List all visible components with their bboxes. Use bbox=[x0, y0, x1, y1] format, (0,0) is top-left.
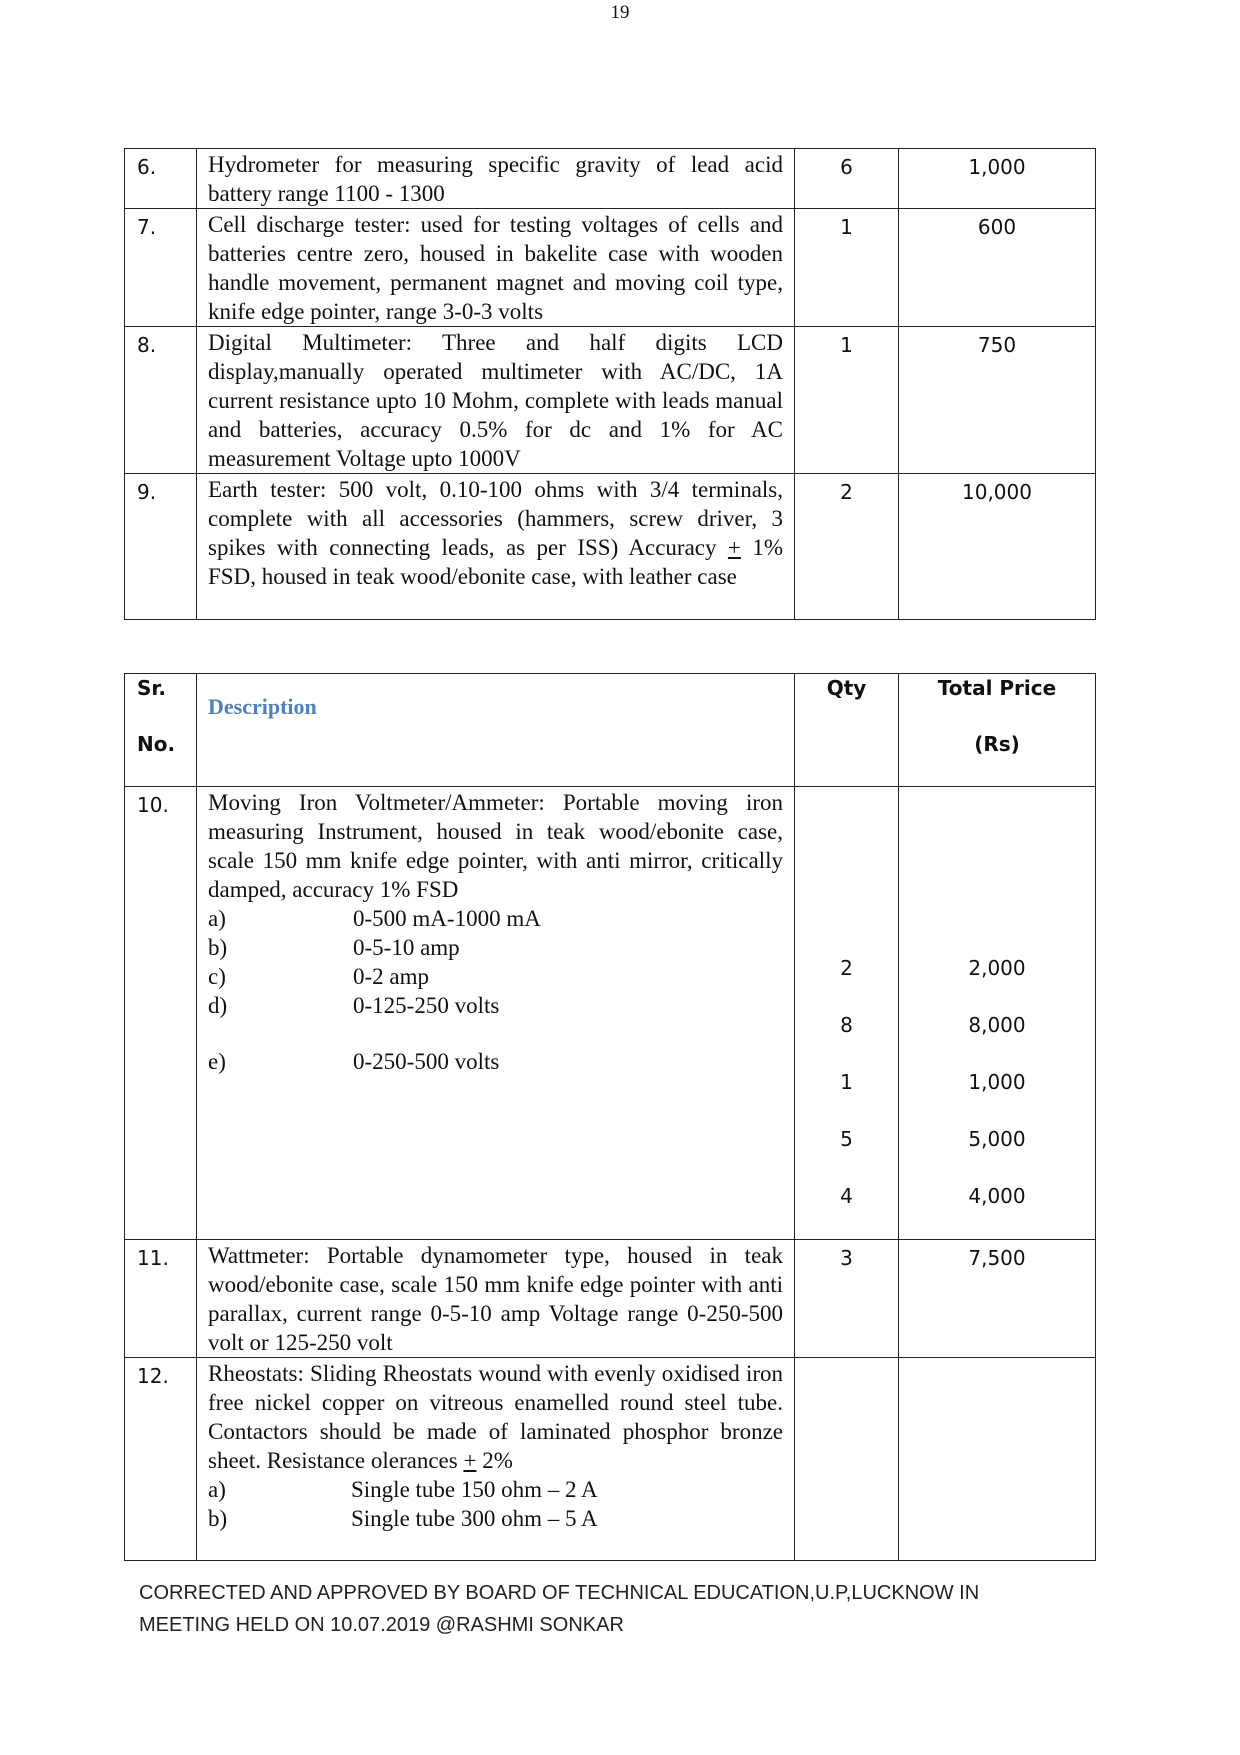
sub-item-price: 2,000 bbox=[968, 956, 1026, 980]
sub-item: c) 0-2 amp bbox=[208, 964, 430, 989]
description-text: Moving Iron Voltmeter/Ammeter: Portable moving iron measuring Instrument, housed in teak wood/ebonite case, scale 150 mm knife edge pointer, with anti mirror, critically damped, accuracy 1% FSD bbox=[208, 790, 783, 902]
header-total-price-label: Total Price bbox=[937, 676, 1057, 700]
page-number: 19 bbox=[610, 2, 630, 23]
item-price: 600 bbox=[899, 209, 1096, 327]
plus-minus-symbol: + bbox=[727, 535, 741, 560]
sr-no: 6. bbox=[125, 149, 197, 209]
plus-minus-symbol: + bbox=[463, 1448, 477, 1473]
item-price bbox=[899, 787, 1096, 1240]
sr-no: 12. bbox=[125, 1358, 197, 1561]
description-text: 1% FSD, housed in teak wood/ebonite case, with leather case bbox=[208, 535, 783, 589]
sub-item: a) 0-500 mA-1000 mA bbox=[208, 906, 541, 931]
header-currency-label: (Rs) bbox=[974, 732, 1020, 756]
item-qty: 6 bbox=[795, 149, 899, 209]
footer-line: CORRECTED AND APPROVED BY BOARD OF TECHNICAL EDUCATION,U.P,LUCKNOW IN bbox=[139, 1582, 980, 1604]
sub-item: a) Single tube 150 ohm – 2 A bbox=[208, 1477, 598, 1502]
sub-item: b) 0-5-10 amp bbox=[208, 935, 460, 960]
table-row bbox=[125, 209, 1096, 327]
table-row bbox=[125, 327, 1096, 474]
table-row bbox=[125, 149, 1096, 209]
sr-no: 8. bbox=[125, 327, 197, 474]
item-qty: 1 bbox=[795, 209, 899, 327]
sub-item: b) Single tube 300 ohm – 5 A bbox=[208, 1506, 598, 1531]
header-qty: Qty bbox=[795, 674, 899, 787]
sub-item: d) 0-125-250 volts bbox=[208, 993, 500, 1018]
description-text: Earth tester: 500 volt, 0.10-100 ohms with 3/4 terminals, complete with all accessories (hammers, screw driver, 3 spikes with connecting leads, as per ISS) Accuracy bbox=[208, 477, 783, 560]
sub-item-qty: 4 bbox=[840, 1184, 853, 1208]
table-header-row bbox=[125, 674, 1096, 787]
sub-item-price: 4,000 bbox=[968, 1184, 1026, 1208]
sub-item-price: 5,000 bbox=[968, 1127, 1026, 1151]
table-row bbox=[125, 1358, 1096, 1561]
item-price: 10,000 bbox=[899, 474, 1096, 620]
table-row bbox=[125, 787, 1096, 1240]
item-description bbox=[197, 1358, 795, 1561]
item-qty bbox=[795, 787, 899, 1240]
sr-no: 11. bbox=[125, 1240, 197, 1358]
header-total-price bbox=[899, 674, 1096, 787]
header-sr-no bbox=[125, 674, 197, 787]
sr-no: 10. bbox=[125, 787, 197, 1240]
sub-item-price: 8,000 bbox=[968, 1013, 1026, 1037]
description-text: Rheostats: Sliding Rheostats wound with evenly oxidised iron free nickel copper on vitreous enamelled round steel tube. Contactors should be made of laminated phosphor bronze sheet. Resistance olerances + 2% bbox=[208, 1361, 783, 1473]
item-price: 7,500 bbox=[899, 1240, 1096, 1358]
sub-item-qty: 8 bbox=[840, 1013, 853, 1037]
item-description bbox=[197, 787, 795, 1240]
item-description: Hydrometer for measuring specific gravity of lead acid battery range 1100 - 1300 bbox=[197, 149, 795, 209]
table-row bbox=[125, 1240, 1096, 1358]
item-description: Digital Multimeter: Three and half digits LCD display,manually operated multimeter with AC/DC, 1A current resistance upto 10 Mohm, complete with leads manual and batteries, accuracy 0.5% for dc and 1% for AC measurement Voltage upto 1000V bbox=[197, 327, 795, 474]
footer-line: MEETING HELD ON 10.07.2019 @RASHMI SONKAR bbox=[139, 1614, 624, 1636]
header-no-label: No. bbox=[137, 732, 176, 756]
item-price: 750 bbox=[899, 327, 1096, 474]
equipment-table-continued bbox=[124, 148, 1096, 620]
item-qty bbox=[795, 1358, 899, 1561]
header-description: Description bbox=[197, 674, 795, 787]
approval-footer bbox=[139, 1577, 1099, 1641]
item-qty: 1 bbox=[795, 327, 899, 474]
sub-item-qty: 2 bbox=[840, 956, 853, 980]
table-row bbox=[125, 474, 1096, 620]
item-price bbox=[899, 1358, 1096, 1561]
item-description: Wattmeter: Portable dynamometer type, housed in teak wood/ebonite case, scale 150 mm knife edge pointer with anti parallax, current range 0-5-10 amp Voltage range 0-250-500 volt or 125-250 volt bbox=[197, 1240, 795, 1358]
sub-item-qty: 5 bbox=[840, 1127, 853, 1151]
sub-item-price: 1,000 bbox=[968, 1070, 1026, 1094]
item-price: 1,000 bbox=[899, 149, 1096, 209]
item-description bbox=[197, 474, 795, 620]
equipment-table bbox=[124, 673, 1096, 1561]
sub-item: e) 0-250-500 volts bbox=[208, 1049, 500, 1074]
header-sr-label: Sr. bbox=[137, 676, 167, 700]
sr-no: 9. bbox=[125, 474, 197, 620]
sr-no: 7. bbox=[125, 209, 197, 327]
item-qty: 3 bbox=[795, 1240, 899, 1358]
sub-item-qty: 1 bbox=[840, 1070, 853, 1094]
item-description: Cell discharge tester: used for testing voltages of cells and batteries centre zero, housed in bakelite case with wooden handle movement, permanent magnet and moving coil type, knife edge pointer, range 3-0-3 volts bbox=[197, 209, 795, 327]
item-qty: 2 bbox=[795, 474, 899, 620]
